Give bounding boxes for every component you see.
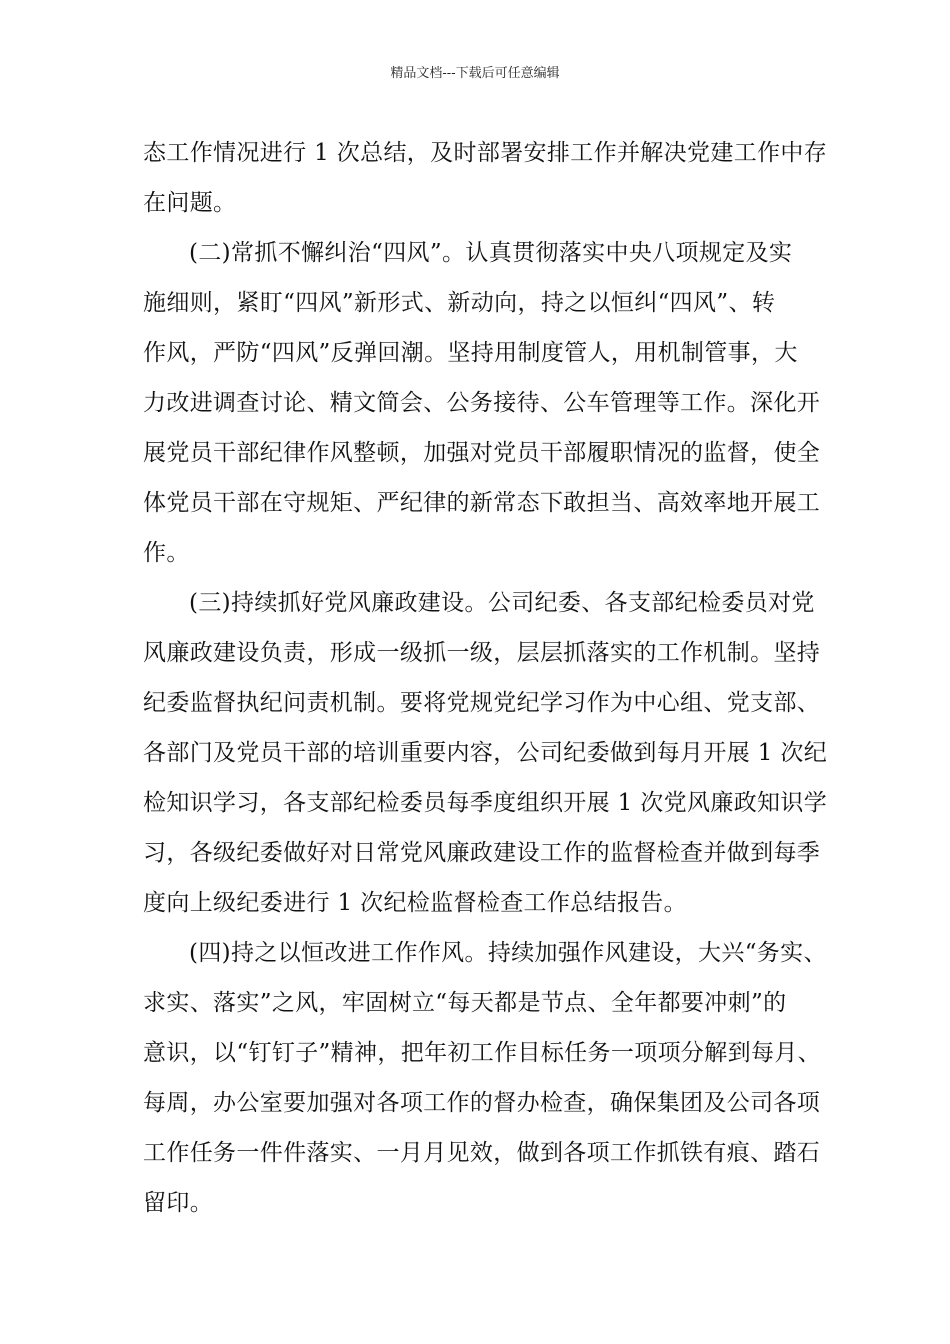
text-line: 力改进调查讨论、精文简会、公务接待、公车管理等工作。深化开 — [143, 390, 821, 416]
text-line: 求实、落实”之风，牢固树立“每天都是节点、全年都要冲刺”的 — [143, 990, 787, 1016]
paragraph-start-line: (二)常抓不懈纠治“四风”。认真贯彻落实中央八项规定及实 — [189, 240, 793, 266]
page-header: 精品文档---下载后可任意编辑 — [390, 66, 560, 81]
text-line: 作风，严防“四风”反弹回潮。坚持用制度管人，用机制管事，大 — [143, 340, 798, 366]
text-line: 各部门及党员干部的培训重要内容，公司纪委做到每月开展 1 次纪 — [143, 740, 828, 766]
text-line: 检知识学习，各支部纪检委员每季度组织开展 1 次党风廉政知识学 — [143, 790, 828, 816]
text-line: 意识，以“钉钉子”精神，把年初工作目标任务一项项分解到每月、 — [143, 1040, 822, 1066]
text-line: 风廉政建设负责，形成一级抓一级，层层抓落实的工作机制。坚持 — [143, 640, 821, 666]
text-line: 留印。 — [143, 1190, 214, 1216]
text-line: 态工作情况进行 1 次总结，及时部署安排工作并解决党建工作中存 — [143, 140, 828, 166]
text-line: 每周，办公室要加强对各项工作的督办检查，确保集团及公司各项 — [143, 1090, 821, 1116]
text-line: 习，各级纪委做好对日常党风廉政建设工作的监督检查并做到每季 — [143, 840, 821, 866]
text-line: 体党员干部在守规矩、严纪律的新常态下敢担当、高效率地开展工 — [143, 490, 821, 516]
text-line: 作。 — [143, 540, 190, 566]
text-line: 纪委监督执纪问责机制。要将党规党纪学习作为中心组、党支部、 — [143, 690, 821, 716]
text-line: 在问题。 — [143, 190, 237, 216]
text-line: 工作任务一件件落实、一月月见效，做到各项工作抓铁有痕、踏石 — [143, 1140, 821, 1166]
text-line: 度向上级纪委进行 1 次纪检监督检查工作总结报告。 — [143, 890, 688, 916]
text-line: 施细则，紧盯“四风”新形式、新动向，持之以恒纠“四风”、转 — [143, 290, 776, 316]
paragraph-start-line: (三)持续抓好党风廉政建设。公司纪委、各支部纪检委员对党 — [189, 590, 815, 616]
paragraph-start-line: (四)持之以恒改进工作作风。持续加强作风建设，大兴“务实、 — [189, 940, 827, 966]
text-line: 展党员干部纪律作风整顿，加强对党员干部履职情况的监督，使全 — [143, 440, 821, 466]
document-body — [143, 128, 828, 1228]
